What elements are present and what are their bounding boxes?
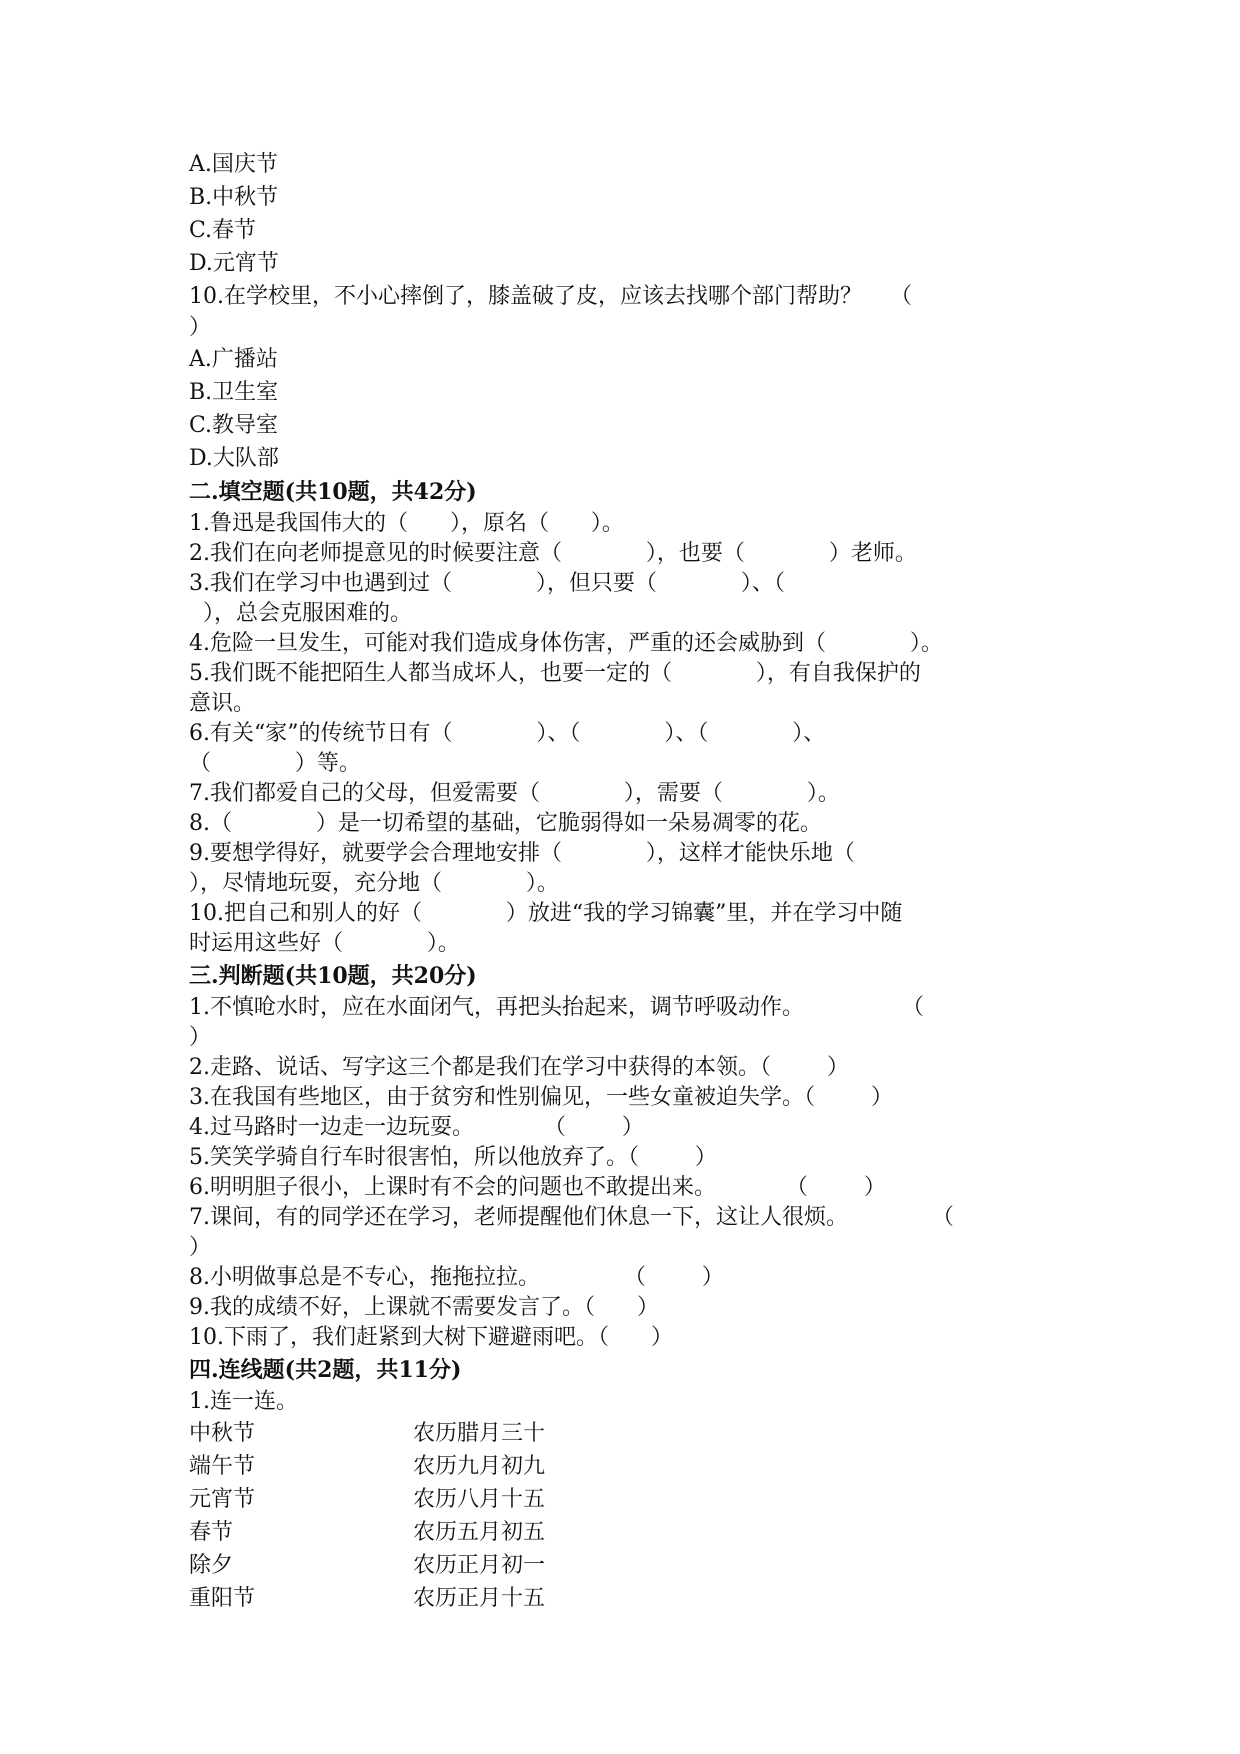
q10-option-a: A.广播站 — [189, 347, 278, 372]
q10-option-b: B.卫生室 — [189, 380, 279, 405]
fill-line: 1.鲁迅是我国伟大的（ ），原名（ ）。 — [189, 511, 624, 536]
section-true-false — [189, 959, 1089, 1353]
q10-option-c: C.教导室 — [189, 413, 279, 438]
lunar-date: 农历正月十五 — [413, 1586, 546, 1611]
section-matching — [189, 1353, 1089, 1615]
q10 — [189, 280, 1089, 475]
fill-line: 8.（ ）是一切希望的基础，它脆弱得如一朵易凋零的花。 — [189, 811, 822, 836]
fill-line: ），总会克服困难的。 — [189, 601, 412, 626]
lunar-date: 农历正月初一 — [413, 1553, 546, 1578]
q10-option-d: D.大队部 — [189, 446, 279, 471]
fill-line: 4.危险一旦发生，可能对我们造成身体伤害，严重的还会威胁到（ ）。 — [189, 631, 943, 656]
match-row — [189, 1582, 1089, 1615]
section-heading: 四.连线题(共2题，共11分) — [189, 1357, 462, 1383]
match-row — [189, 1549, 1089, 1582]
match-row — [189, 1516, 1089, 1549]
fill-line: 5.我们既不能把陌生人都当成坏人，也要一定的（ ），有自我保护的 — [189, 661, 921, 686]
judge-line: ） — [189, 1235, 212, 1260]
fill-line: 2.我们在向老师提意见的时候要注意（ ），也要（ ）老师。 — [189, 541, 917, 566]
q9-option-d: D.元宵节 — [189, 251, 279, 276]
festival-name: 端午节 — [189, 1454, 256, 1479]
festival-name: 重阳节 — [189, 1586, 256, 1611]
judge-line: 7.课间，有的同学还在学习，老师提醒他们休息一下，这让人很烦。 （ — [189, 1205, 954, 1230]
fill-line: （ ）等。 — [189, 751, 361, 776]
q9-option-b: B.中秋节 — [189, 185, 279, 210]
judge-line: 6.明明胆子很小，上课时有不会的问题也不敢提出来。 （ ） — [189, 1175, 886, 1200]
section-heading: 二.填空题(共10题，共42分) — [189, 479, 477, 505]
section-heading: 三.判断题(共10题，共20分) — [189, 963, 477, 989]
festival-name: 元宵节 — [189, 1487, 256, 1512]
q10-stem: 10.在学校里，不小心摔倒了，膝盖破了皮，应该去找哪个部门帮助？ — [189, 284, 862, 309]
festival-name: 除夕 — [189, 1553, 234, 1578]
q10-stem-line — [189, 280, 1089, 313]
fill-line: 意识。 — [189, 691, 256, 716]
lunar-date: 农历九月初九 — [413, 1454, 546, 1479]
judge-line: 8.小明做事总是不专心，拖拖拉拉。 （ ） — [189, 1265, 724, 1290]
q10-paren-open: （ — [890, 284, 913, 309]
fill-line: ），尽情地玩耍，充分地（ ）。 — [189, 871, 559, 896]
judge-line: 5.笑笑学骑自行车时很害怕，所以他放弃了。（ ） — [189, 1145, 717, 1170]
matching-question-title: 1.连一连。 — [189, 1389, 298, 1414]
fill-line: 6.有关“家”的传统节日有（ ）、（ ）、（ ）、 — [189, 721, 826, 746]
judge-line: 9.我的成绩不好，上课就不需要发言了。（ ） — [189, 1295, 659, 1320]
fill-line: 10.把自己和别人的好（ ）放进“我的学习锦囊”里，并在学习中随 — [189, 901, 903, 926]
judge-line: 1.不慎呛水时，应在水面闭气，再把头抬起来，调节呼吸动作。 （ — [189, 995, 924, 1020]
judge-line: 2.走路、说话、写字这三个都是我们在学习中获得的本领。（ ） — [189, 1055, 849, 1080]
festival-name: 春节 — [189, 1520, 234, 1545]
q9-option-c: C.春节 — [189, 218, 257, 243]
lunar-date: 农历八月十五 — [413, 1487, 546, 1512]
judge-line: 3.在我国有些地区，由于贫穷和性别偏见，一些女童被迫失学。（ ） — [189, 1085, 893, 1110]
exam-page — [189, 148, 1089, 1615]
match-row — [189, 1417, 1089, 1450]
q9-option-a: A.国庆节 — [189, 152, 278, 177]
fill-line: 9.要想学得好，就要学会合理地安排（ ），这样才能快乐地（ — [189, 841, 855, 866]
fill-line: 3.我们在学习中也遇到过（ ），但只要（ ）、（ — [189, 571, 785, 596]
q9-options — [189, 148, 1089, 280]
section-fill-blank — [189, 475, 1089, 959]
fill-line: 7.我们都爱自己的父母，但爱需要（ ），需要（ ）。 — [189, 781, 840, 806]
lunar-date: 农历五月初五 — [413, 1520, 546, 1545]
lunar-date: 农历腊月三十 — [413, 1421, 546, 1446]
judge-line: 4.过马路时一边走一边玩耍。 （ ） — [189, 1115, 644, 1140]
judge-line: 10.下雨了，我们赶紧到大树下避避雨吧。（ ） — [189, 1325, 673, 1350]
match-row — [189, 1450, 1089, 1483]
match-row — [189, 1483, 1089, 1516]
judge-line: ） — [189, 1025, 212, 1050]
q10-paren-close: ） — [189, 315, 212, 340]
festival-name: 中秋节 — [189, 1421, 256, 1446]
fill-line: 时运用这些好（ ）。 — [189, 931, 460, 956]
